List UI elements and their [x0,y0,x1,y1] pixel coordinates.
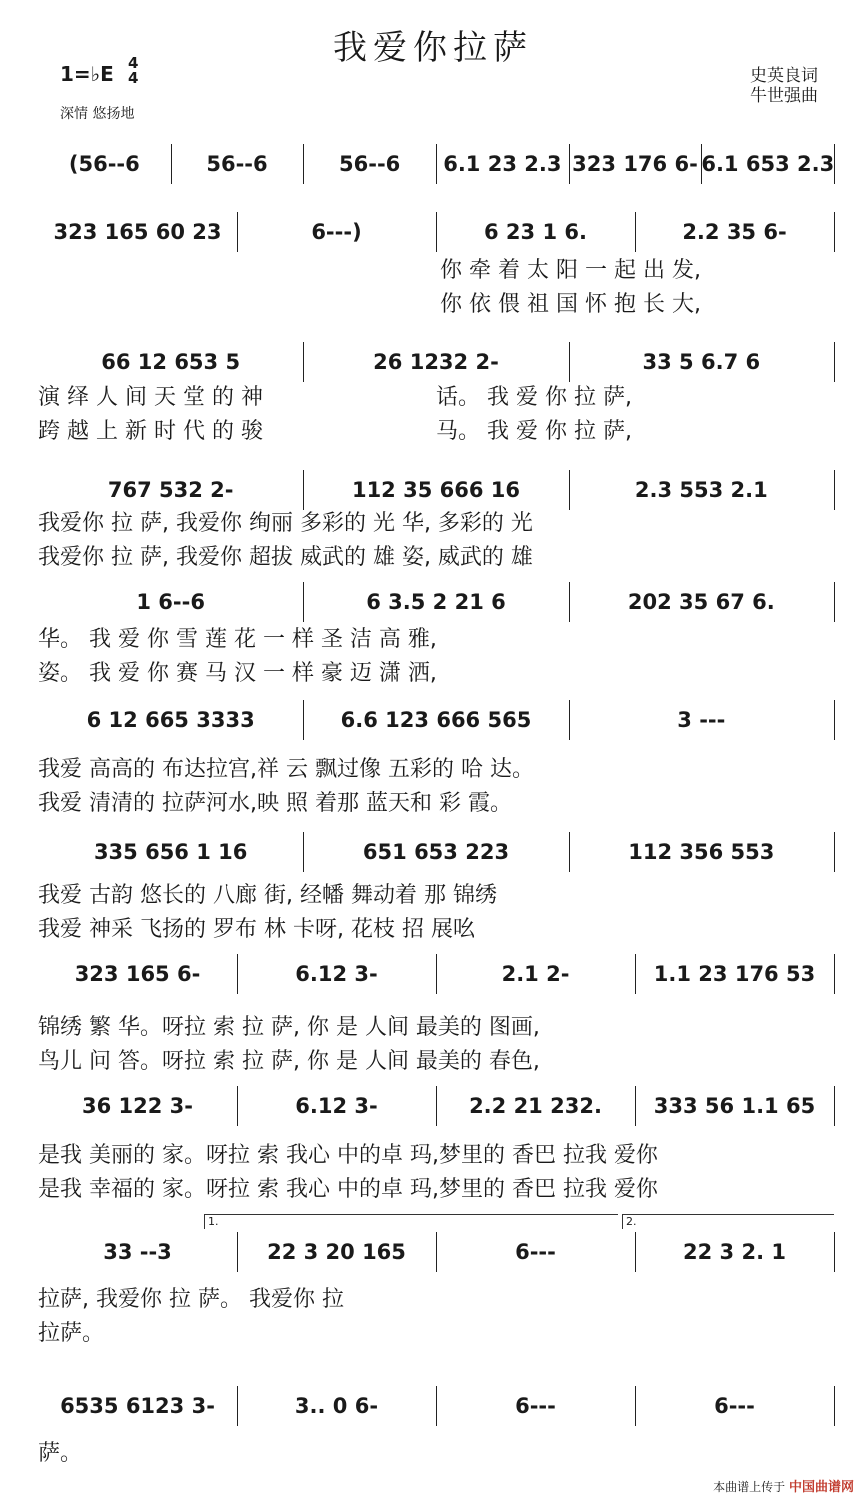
lyric-text: 话。 我 爱 你 拉 萨, [436,385,632,410]
measure-notes: 6.1 23 2.3 [443,152,562,176]
time-signature [128,56,138,86]
barline [834,954,835,994]
measure-notes: 335 656 1 16 [93,840,248,864]
measure-notes: 3.. 0 6- [294,1394,379,1418]
meter-bottom: 4 [128,69,139,87]
lyric-text: 跨 越 上 新 时 代 的 骏 [38,419,263,444]
barline [635,1232,636,1272]
barline [303,832,304,872]
lyric-text: 姿。 我 爱 你 赛 马 汉 一 样 豪 迈 潇 洒, [38,661,437,686]
measure [38,1228,237,1274]
composer: 牛世强曲 [750,86,818,106]
barline [635,1386,636,1426]
volta-second-ending: 2. [622,1214,834,1229]
notation-line [38,1382,834,1428]
measure-notes: 6.6 123 666 565 [340,708,532,732]
lyric-text: 我爱 神采 飞扬的 罗布 林 卡呀, 花枝 招 展吆 [38,917,475,942]
lyric-row [38,1282,834,1312]
barline [171,144,172,184]
measure-notes: (56--6 [68,152,140,176]
notation-line [38,1228,834,1274]
lyric-row [38,1316,834,1346]
measure [569,828,834,874]
measure-notes: 6.12 3- [295,1094,378,1118]
barline [834,212,835,252]
measure-notes: 651 653 223 [362,840,510,864]
lyric-row [38,752,834,782]
measure-notes: 22 3 2. 1 [683,1240,786,1264]
measure [38,338,303,384]
lyric-row [38,878,834,908]
measure [38,208,237,254]
barline [436,954,437,994]
measure [303,338,568,384]
measure [237,208,436,254]
measure-notes: 333 56 1.1 65 [653,1094,816,1118]
measure-notes: 6--- [714,1394,755,1418]
barline [569,470,570,510]
barline [303,470,304,510]
measure [38,578,303,624]
notation-line [38,828,834,874]
barline [834,144,835,184]
measure [635,1228,834,1274]
measure [436,140,569,186]
lyric-text: 萨。 [38,1441,83,1466]
measure [38,696,303,742]
measure-notes: 56--6 [206,152,268,176]
measure [171,140,304,186]
measure [436,1228,635,1274]
lyric-text: 你 依 偎 祖 国 怀 抱 长 大, [440,292,701,317]
barline [569,700,570,740]
lyric-row [38,912,834,942]
lyric-row [38,1010,834,1040]
volta-first-ending: 1. [204,1214,618,1229]
barline [834,582,835,622]
measure-notes: 2.2 35 6- [682,220,787,244]
barline [834,1086,835,1126]
barline [569,832,570,872]
lyric-row [38,1172,834,1202]
measure-notes: 6.12 3- [295,962,378,986]
measure [38,1082,237,1128]
measure-notes: 6535 6123 3- [60,1394,215,1418]
credits [750,66,818,106]
measure-notes: 767 532 2- [107,478,234,502]
tempo-marking: 深情 悠扬地 [60,106,135,122]
lyric-text: 我爱 高高的 布达拉宫,祥 云 飘过像 五彩的 哈 达。 [38,757,534,782]
lyric-text: 演 绎 人 间 天 堂 的 神 [38,385,263,410]
lyric-row [38,656,834,686]
measure [635,208,834,254]
measure-notes: 6 3.5 2 21 6 [366,590,506,614]
barline [635,212,636,252]
lyric-text: 我爱你 拉 萨, 我爱你 超拔 威武的 雄 姿, 威武的 雄 [38,545,533,570]
measure [38,828,303,874]
lyric-row [38,414,834,444]
barline [303,582,304,622]
barline [436,1232,437,1272]
barline [834,342,835,382]
barline [303,342,304,382]
barline [834,1232,835,1272]
barline [569,144,570,184]
lyric-row [38,786,834,816]
lyric-row [38,1138,834,1168]
measure [436,950,635,996]
lyric-row [38,622,834,652]
barline [237,1086,238,1126]
barline [237,212,238,252]
lyric-text: 锦绣 繁 华。呀拉 索 拉 萨, 你 是 人间 最美的 图画, [38,1015,540,1040]
barline [701,144,702,184]
measure-notes: 2.1 2- [501,962,570,986]
barline [303,144,304,184]
notation-line [38,950,834,996]
measure [303,140,436,186]
barline [834,700,835,740]
notation-line [38,696,834,742]
lyric-text: 你 牵 着 太 阳 一 起 出 发, [440,258,701,283]
measure-notes: 6 23 1 6. [484,220,587,244]
barline [635,954,636,994]
measure-notes: 202 35 67 6. [627,590,775,614]
measure [303,578,568,624]
measure [569,696,834,742]
barline [237,1386,238,1426]
measure [237,1382,436,1428]
lyric-text: 我爱 古韵 悠长的 八廊 街, 经幡 舞动着 那 锦绣 [38,883,497,908]
lyric-row [38,1044,834,1074]
measure-notes: 323 165 60 23 [53,220,222,244]
footer-prefix: 本曲谱上传于 [713,1480,786,1494]
measure-notes: 33 5 6.7 6 [642,350,761,374]
measure [303,828,568,874]
barline [436,1086,437,1126]
measure [436,1082,635,1128]
barline [436,144,437,184]
lyric-row [440,287,834,317]
measure-notes: 323 165 6- [74,962,201,986]
barline [834,832,835,872]
measure [38,140,171,186]
key-signature: 1=♭E [60,62,114,86]
barline [303,700,304,740]
measure-notes: 112 35 666 16 [351,478,521,502]
measure-notes: 22 3 20 165 [267,1240,406,1264]
measure-notes: 26 1232 2- [373,350,499,374]
lyric-text: 鸟儿 问 答。呀拉 索 拉 萨, 你 是 人间 最美的 春色, [38,1049,540,1074]
measure-notes: 1.1 23 176 53 [653,962,816,986]
measure-notes: 2.3 553 2.1 [634,478,768,502]
measure-notes: 6---) [311,220,362,244]
lyric-row [38,506,834,536]
barline [834,1386,835,1426]
measure [635,1082,834,1128]
lyric-text: 是我 幸福的 家。呀拉 索 我心 中的卓 玛,梦里的 香巴 拉我 爱你 [38,1177,658,1202]
measure-notes: 6--- [515,1394,556,1418]
measure [38,1382,237,1428]
footer [713,1476,854,1495]
barline [237,1232,238,1272]
measure [569,140,702,186]
measure [303,696,568,742]
measure [569,338,834,384]
measure [436,208,635,254]
measure [237,1082,436,1128]
measure-notes: 3 --- [677,708,726,732]
lyric-row [38,540,834,570]
measure [635,950,834,996]
measure [569,578,834,624]
notation-line [38,338,834,384]
lyric-text: 马。 我 爱 你 拉 萨, [436,419,632,444]
barline [635,1086,636,1126]
lyric-text: 我爱你 拉 萨, 我爱你 绚丽 多彩的 光 华, 多彩的 光 [38,511,533,536]
notation-line [38,578,834,624]
measure [237,950,436,996]
lyric-text: 拉萨, 我爱你 拉 萨。 我爱你 拉 [38,1287,344,1312]
notation-line [38,1082,834,1128]
measure-notes: 6--- [515,1240,556,1264]
lyric-row [440,253,834,283]
meter-top: 4 [128,54,139,72]
lyric-text: 我爱 清清的 拉萨河水,映 照 着那 蓝天和 彩 霞。 [38,791,512,816]
lyric-row [38,1436,834,1466]
song-title: 我爱你拉萨 [333,28,533,68]
measure [237,1228,436,1274]
measure [701,140,834,186]
barline [436,1386,437,1426]
measure-notes: 36 122 3- [81,1094,193,1118]
lyric-text: 拉萨。 [38,1321,105,1346]
measure-notes: 1 6--6 [136,590,205,614]
footer-site: 中国曲谱网 [788,1480,854,1495]
lyric-row [38,380,834,410]
notation-line [38,140,834,186]
barline [436,212,437,252]
measure-notes: 33 --3 [103,1240,172,1264]
measure [635,1382,834,1428]
measure-notes: 323 176 6- [572,152,698,176]
measure-notes: 66 12 653 5 [101,350,241,374]
barline [569,582,570,622]
measure [436,1382,635,1428]
barline [237,954,238,994]
lyric-text: 华。 我 爱 你 雪 莲 花 一 样 圣 洁 高 雅, [38,627,437,652]
measure [38,950,237,996]
measure-notes: 112 356 553 [628,840,775,864]
lyric-text: 是我 美丽的 家。呀拉 索 我心 中的卓 玛,梦里的 香巴 拉我 爱你 [38,1143,658,1168]
lyricist: 史英良词 [750,66,818,86]
measure-notes: 2.2 21 232. [469,1094,602,1118]
measure-notes: 56--6 [339,152,401,176]
barline [569,342,570,382]
measure-notes: 6.1 653 2.3 [701,152,835,176]
notation-line [38,208,834,254]
measure-notes: 6 12 665 3333 [86,708,255,732]
barline [834,470,835,510]
